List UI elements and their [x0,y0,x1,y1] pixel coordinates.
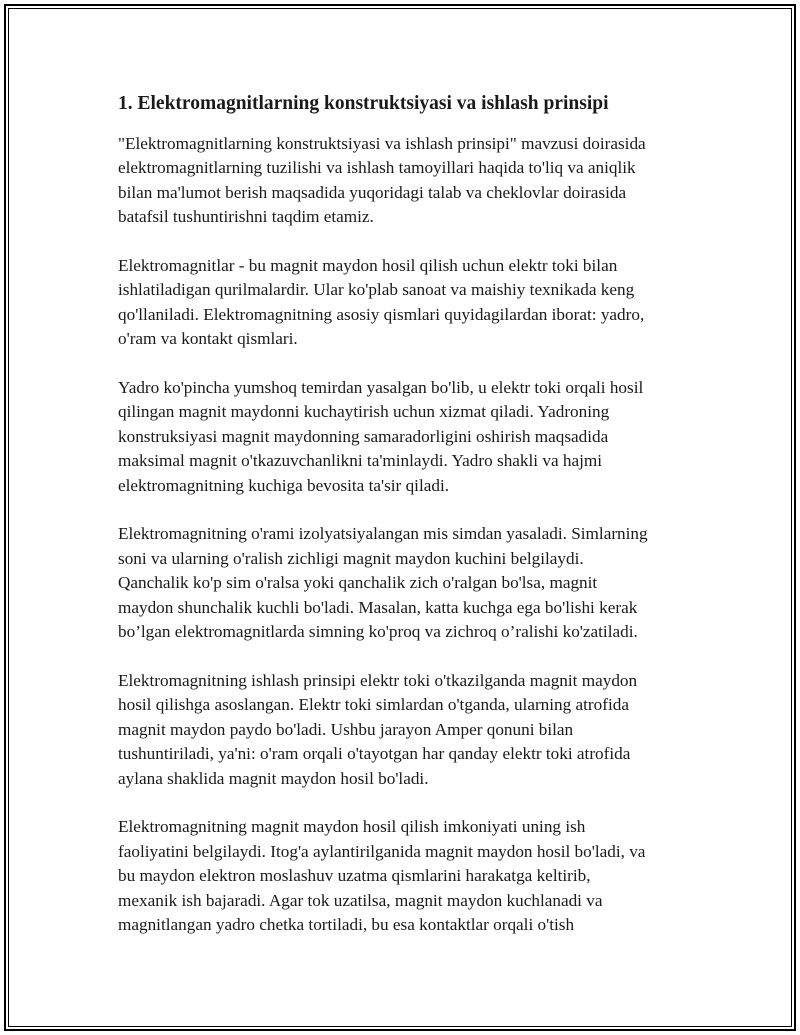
text-line: bilan ma'lumot berish maqsadida yuqoridagi talab va cheklovlar doirasida [118,182,627,202]
text-line: Elektromagnitning magnit maydon hosil qilish imkoniyati uning ish [118,817,586,837]
paragraph-list [118,132,698,937]
text-line: magnitlangan yadro chetka tortiladi, bu esa kontaktlar orqali o'tish [118,914,575,934]
text-line: Elektromagnitning o'rami izolyatsiyalangan mis simdan yasaladi. Simlarning [118,524,648,544]
text-line: maydon shunchalik kuchli bo'ladi. Masalan, katta kuchga ega bo'lishi kerak [118,597,638,617]
text-line: maksimal magnit o'tkazuvchanlikni ta'minlaydi. Yadro shakli va hajmi [118,451,603,471]
text-line: konstruksiyasi magnit maydonning samaradorligini oshirish maqsadida [118,426,609,446]
text-line: bo’lgan elektromagnitlarda simning ko'proq va zichroq o’ralishi ko'zatiladi. [118,622,638,642]
text-line: "Elektromagnitlarning konstruktsiyasi va ishlash prinsipi" mavzusi doirasida [118,134,646,153]
document-body [118,90,698,937]
text-line: soni va ularning o'ralish zichligi magnit maydon kuchini belgilaydi. [118,548,584,568]
text-line: hosil qilishga asoslangan. Elektr toki simlardan o'tganda, ularning atrofida [118,695,629,715]
text-line: ishlatiladigan qurilmalardir. Ular ko'plab sanoat va maishiy texnikada keng [118,280,635,300]
text-line: batafsil tushuntirishni taqdim etamiz. [118,207,374,227]
text-line: qilingan magnit maydonni kuchaytirish uchun xizmat qiladi. Yadroning [118,402,610,422]
text-line: Qanchalik ko'p sim o'ralsa yoki qanchalik zich o'ralgan bo'lsa, magnit [118,573,598,593]
text-line: mexanik ish bajaradi. Agar tok uzatilsa, magnit maydon kuchlanadi va [118,890,603,910]
paragraph [118,522,698,644]
text-line: qo'llaniladi. Elektromagnitning asosiy qismlari quyidagilardan iborat: yadro, [118,304,645,324]
paragraph [118,669,698,791]
text-line: tushuntiriladi, ya'ni: o'ram orqali o'tayotgan har qanday elektr toki atrofida [118,744,631,764]
paragraph [118,815,698,937]
text-line: elektromagnitlarning tuzilishi va ishlash tamoyillari haqida to'liq va aniqlik [118,158,636,178]
paragraph [118,376,698,498]
paragraph [118,254,698,352]
text-line: Elektromagnitlar - bu magnit maydon hosil qilish uchun elektr toki bilan [118,256,618,276]
text-line: bu maydon elektron moslashuv uzatma qismlarini harakatga keltirib, [118,866,591,886]
text-line: faoliyatini belgilaydi. Itog'a aylantirilganida magnit maydon hosil bo'ladi, va [118,841,646,861]
text-line: o'ram va kontakt qismlari. [118,329,298,349]
text-line: elektromagnitning kuchiga bevosita ta'sir qiladi. [118,475,450,495]
paragraph [118,132,698,230]
text-line: Yadro ko'pincha yumshoq temirdan yasalgan bo'lib, u elektr toki orqali hosil [118,378,644,398]
text-line: Elektromagnitning ishlash prinsipi elektr toki o'tkazilganda magnit maydon [118,670,638,690]
text-line: aylana shaklida magnit maydon hosil bo'ladi. [118,768,429,788]
text-line: magnit maydon paydo bo'ladi. Ushbu jarayon Amper qonuni bilan [118,719,574,739]
section-heading: 1. Elektromagnitlarning konstruktsiyasi va ishlash prinsipi [118,93,609,114]
